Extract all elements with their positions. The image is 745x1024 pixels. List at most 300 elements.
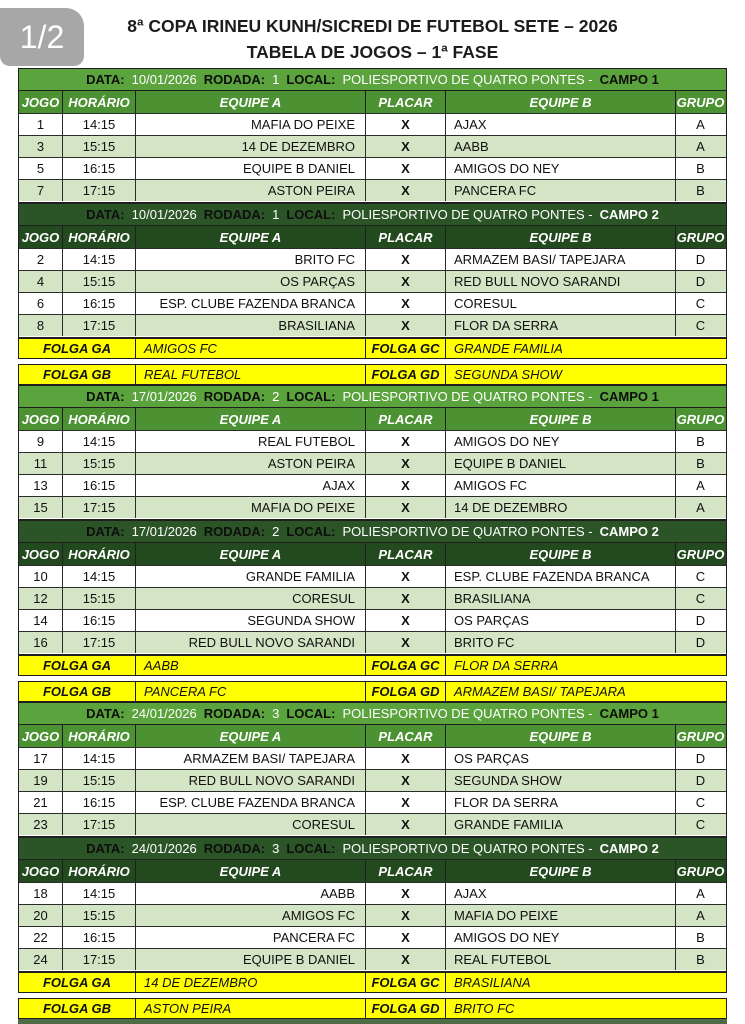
col-header-jogo: JOGO [21, 229, 60, 245]
folga-team-right: FLOR DA SERRA [445, 656, 725, 675]
game-row [19, 769, 726, 791]
column-header-row [19, 859, 726, 882]
game-time-cell: 14:15 [62, 249, 135, 270]
score-placeholder-cell: X [365, 949, 445, 970]
game-number-cell: 6 [36, 296, 45, 311]
folga-label-left: FOLGA GA [42, 975, 112, 990]
col-header-equipe-b: EQUIPE B [445, 725, 675, 747]
game-row [19, 609, 726, 631]
game-number-cell: 8 [36, 318, 45, 333]
group-cell: B [675, 158, 725, 179]
page-title: 8ª COPA IRINEU KUNH/SICREDI DE FUTEBOL SETE – 2026 [127, 16, 618, 36]
group-cell: A [675, 136, 725, 157]
local-value: POLIESPORTIVO DE QUATRO PONTES - [342, 72, 593, 87]
date-value: 17/01/2026 [131, 389, 197, 404]
team-b-cell: BRASILIANA [445, 588, 675, 609]
game-number-cell: 4 [36, 274, 45, 289]
rodada-label: RODADA: [203, 72, 266, 87]
col-header-jogo: JOGO [21, 411, 60, 427]
col-header-horario: HORÁRIO [62, 543, 135, 565]
section-header-row [19, 386, 726, 407]
team-b-cell: EQUIPE B DANIEL [445, 453, 675, 474]
game-number-cell: 5 [36, 161, 45, 176]
game-time-cell: 16:15 [62, 792, 135, 813]
team-b-cell: AMIGOS DO NEY [445, 927, 675, 948]
score-placeholder-cell: X [365, 748, 445, 769]
data-label: DATA: [86, 841, 125, 856]
team-a-cell: CORESUL [135, 588, 365, 609]
game-row [19, 452, 726, 474]
team-a-cell: AJAX [135, 475, 365, 496]
folga-team-left: 14 DE DEZEMBRO [135, 973, 365, 992]
folga-row [18, 998, 727, 1019]
games-list [19, 565, 726, 653]
team-b-cell: AABB [445, 136, 675, 157]
next-section-cutoff [18, 1019, 727, 1024]
col-header-placar: PLACAR [365, 543, 445, 565]
game-row [19, 496, 726, 518]
team-b-cell: FLOR DA SERRA [445, 792, 675, 813]
game-time-cell: 15:15 [62, 136, 135, 157]
score-placeholder-cell: X [365, 610, 445, 631]
team-a-cell: 14 DE DEZEMBRO [135, 136, 365, 157]
folga-team-left: AABB [135, 656, 365, 675]
local-value: POLIESPORTIVO DE QUATRO PONTES - [342, 207, 593, 222]
team-a-cell: MAFIA DO PEIXE [135, 497, 365, 518]
title-block [0, 0, 745, 64]
group-cell: B [675, 180, 725, 201]
group-cell: A [675, 883, 725, 904]
game-time-cell: 14:15 [62, 566, 135, 587]
col-header-jogo: JOGO [21, 728, 60, 744]
score-placeholder-cell: X [365, 632, 445, 653]
score-placeholder-cell: X [365, 566, 445, 587]
team-b-cell: AJAX [445, 883, 675, 904]
game-time-cell: 17:15 [62, 814, 135, 835]
rodada-value: 3 [272, 706, 280, 721]
schedule-section [18, 385, 727, 520]
section-header-row [19, 838, 726, 859]
game-number-cell: 19 [33, 773, 48, 788]
folga-label-left: FOLGA GB [42, 1001, 112, 1016]
team-b-cell: AJAX [445, 114, 675, 135]
group-cell: C [675, 814, 725, 835]
section-header-row [19, 204, 726, 225]
team-a-cell: GRANDE FAMILIA [135, 566, 365, 587]
folga-team-right: GRANDE FAMILIA [445, 339, 725, 358]
col-header-grupo: GRUPO [675, 408, 725, 430]
game-time-cell: 16:15 [62, 927, 135, 948]
column-header-row [19, 407, 726, 430]
team-a-cell: ASTON PEIRA [135, 180, 365, 201]
game-time-cell: 16:15 [62, 158, 135, 179]
team-a-cell: SEGUNDA SHOW [135, 610, 365, 631]
col-header-equipe-b: EQUIPE B [445, 543, 675, 565]
game-row [19, 904, 726, 926]
col-header-grupo: GRUPO [675, 543, 725, 565]
score-placeholder-cell: X [365, 136, 445, 157]
col-header-equipe-b: EQUIPE B [445, 91, 675, 113]
game-row [19, 948, 726, 970]
col-header-horario: HORÁRIO [62, 226, 135, 248]
team-a-cell: ESP. CLUBE FAZENDA BRANCA [135, 293, 365, 314]
team-a-cell: BRASILIANA [135, 315, 365, 336]
team-b-cell: RED BULL NOVO SARANDI [445, 271, 675, 292]
group-cell: C [675, 566, 725, 587]
col-header-placar: PLACAR [365, 725, 445, 747]
group-cell: D [675, 632, 725, 653]
col-header-grupo: GRUPO [675, 860, 725, 882]
game-row [19, 270, 726, 292]
team-a-cell: EQUIPE B DANIEL [135, 949, 365, 970]
date-value: 10/01/2026 [131, 207, 197, 222]
game-time-cell: 15:15 [62, 271, 135, 292]
score-placeholder-cell: X [365, 158, 445, 179]
game-row [19, 791, 726, 813]
date-value: 24/01/2026 [131, 706, 197, 721]
local-label: LOCAL: [286, 841, 336, 856]
col-header-horario: HORÁRIO [62, 860, 135, 882]
group-cell: C [675, 792, 725, 813]
rodada-value: 2 [272, 389, 280, 404]
team-b-cell: AMIGOS FC [445, 475, 675, 496]
group-cell: A [675, 114, 725, 135]
local-label: LOCAL: [286, 389, 336, 404]
rodada-label: RODADA: [203, 207, 266, 222]
game-number-cell: 17 [33, 751, 48, 766]
team-a-cell: PANCERA FC [135, 927, 365, 948]
col-header-grupo: GRUPO [675, 91, 725, 113]
campo-value: CAMPO 1 [599, 72, 659, 87]
score-placeholder-cell: X [365, 814, 445, 835]
folga-label-right: FOLGA GC [365, 973, 445, 992]
col-header-jogo: JOGO [21, 94, 60, 110]
folga-label-right: FOLGA GC [365, 339, 445, 358]
schedule-table [18, 68, 727, 1019]
team-a-cell: AMIGOS FC [135, 905, 365, 926]
local-label: LOCAL: [286, 207, 336, 222]
page-subtitle: TABELA DE JOGOS – 1ª FASE [246, 42, 499, 62]
col-header-equipe-a: EQUIPE A [135, 91, 365, 113]
col-header-equipe-b: EQUIPE B [445, 860, 675, 882]
game-time-cell: 17:15 [62, 949, 135, 970]
local-value: POLIESPORTIVO DE QUATRO PONTES - [342, 524, 593, 539]
folga-team-left: REAL FUTEBOL [135, 365, 365, 384]
games-list [19, 747, 726, 835]
score-placeholder-cell: X [365, 883, 445, 904]
folga-label-right: FOLGA GD [365, 682, 445, 701]
team-a-cell: OS PARÇAS [135, 271, 365, 292]
score-placeholder-cell: X [365, 792, 445, 813]
game-number-cell: 3 [36, 139, 45, 154]
page-number-badge: 1/2 [0, 8, 84, 66]
score-placeholder-cell: X [365, 431, 445, 452]
col-header-horario: HORÁRIO [62, 91, 135, 113]
folga-row [18, 338, 727, 359]
team-b-cell: 14 DE DEZEMBRO [445, 497, 675, 518]
score-placeholder-cell: X [365, 453, 445, 474]
team-a-cell: RED BULL NOVO SARANDI [135, 632, 365, 653]
group-cell: C [675, 315, 725, 336]
column-header-row [19, 542, 726, 565]
col-header-equipe-a: EQUIPE A [135, 226, 365, 248]
game-number-cell: 9 [36, 434, 45, 449]
game-number-cell: 22 [33, 930, 48, 945]
score-placeholder-cell: X [365, 315, 445, 336]
schedule-section [18, 203, 727, 338]
rodada-value: 1 [272, 72, 280, 87]
game-row [19, 747, 726, 769]
column-header-row [19, 225, 726, 248]
folga-row [18, 655, 727, 676]
game-number-cell: 20 [33, 908, 48, 923]
score-placeholder-cell: X [365, 293, 445, 314]
team-b-cell: OS PARÇAS [445, 610, 675, 631]
game-time-cell: 17:15 [62, 632, 135, 653]
group-cell: A [675, 497, 725, 518]
team-b-cell: GRANDE FAMILIA [445, 814, 675, 835]
col-header-equipe-b: EQUIPE B [445, 408, 675, 430]
game-number-cell: 7 [36, 183, 45, 198]
campo-value: CAMPO 1 [599, 389, 659, 404]
local-value: POLIESPORTIVO DE QUATRO PONTES - [342, 706, 593, 721]
group-cell: A [675, 475, 725, 496]
col-header-placar: PLACAR [365, 860, 445, 882]
team-a-cell: BRITO FC [135, 249, 365, 270]
game-time-cell: 15:15 [62, 588, 135, 609]
team-b-cell: AMIGOS DO NEY [445, 431, 675, 452]
group-cell: B [675, 927, 725, 948]
group-cell: D [675, 770, 725, 791]
game-row [19, 113, 726, 135]
folga-label-right: FOLGA GC [365, 656, 445, 675]
col-header-horario: HORÁRIO [62, 725, 135, 747]
data-label: DATA: [86, 524, 125, 539]
rodada-label: RODADA: [203, 841, 266, 856]
game-time-cell: 14:15 [62, 431, 135, 452]
games-list [19, 430, 726, 518]
col-header-jogo: JOGO [21, 546, 60, 562]
rodada-label: RODADA: [203, 389, 266, 404]
folga-label-left: FOLGA GB [42, 367, 112, 382]
local-label: LOCAL: [286, 706, 336, 721]
campo-value: CAMPO 2 [599, 841, 659, 856]
team-b-cell: ARMAZEM BASI/ TAPEJARA [445, 249, 675, 270]
games-list [19, 113, 726, 201]
team-b-cell: CORESUL [445, 293, 675, 314]
rodada-value: 1 [272, 207, 280, 222]
games-list [19, 882, 726, 970]
game-number-cell: 13 [33, 478, 48, 493]
local-value: POLIESPORTIVO DE QUATRO PONTES - [342, 841, 593, 856]
team-b-cell: FLOR DA SERRA [445, 315, 675, 336]
folga-block [18, 972, 727, 1019]
campo-value: CAMPO 2 [599, 524, 659, 539]
folga-row [18, 681, 727, 702]
score-placeholder-cell: X [365, 249, 445, 270]
folga-team-right: BRITO FC [445, 999, 725, 1018]
folga-block [18, 655, 727, 702]
folga-label-right: FOLGA GD [365, 365, 445, 384]
local-label: LOCAL: [286, 72, 336, 87]
game-time-cell: 17:15 [62, 315, 135, 336]
section-header-row [19, 703, 726, 724]
game-row [19, 565, 726, 587]
rodada-label: RODADA: [203, 524, 266, 539]
team-b-cell: MAFIA DO PEIXE [445, 905, 675, 926]
folga-team-right: BRASILIANA [445, 973, 725, 992]
game-row [19, 631, 726, 653]
group-cell: D [675, 249, 725, 270]
date-value: 17/01/2026 [131, 524, 197, 539]
game-row [19, 179, 726, 201]
folga-team-right: SEGUNDA SHOW [445, 365, 725, 384]
schedule-section [18, 68, 727, 203]
team-a-cell: REAL FUTEBOL [135, 431, 365, 452]
score-placeholder-cell: X [365, 927, 445, 948]
score-placeholder-cell: X [365, 475, 445, 496]
col-header-grupo: GRUPO [675, 725, 725, 747]
game-number-cell: 24 [33, 952, 48, 967]
game-number-cell: 10 [33, 569, 48, 584]
game-row [19, 135, 726, 157]
game-number-cell: 11 [33, 456, 48, 471]
game-row [19, 292, 726, 314]
team-a-cell: EQUIPE B DANIEL [135, 158, 365, 179]
col-header-placar: PLACAR [365, 226, 445, 248]
game-row [19, 248, 726, 270]
team-a-cell: ESP. CLUBE FAZENDA BRANCA [135, 792, 365, 813]
col-header-equipe-a: EQUIPE A [135, 860, 365, 882]
folga-block [18, 338, 727, 385]
team-b-cell: SEGUNDA SHOW [445, 770, 675, 791]
team-a-cell: RED BULL NOVO SARANDI [135, 770, 365, 791]
campo-value: CAMPO 1 [599, 706, 659, 721]
game-time-cell: 14:15 [62, 883, 135, 904]
campo-value: CAMPO 2 [599, 207, 659, 222]
score-placeholder-cell: X [365, 497, 445, 518]
group-cell: B [675, 431, 725, 452]
game-row [19, 157, 726, 179]
group-cell: A [675, 905, 725, 926]
col-header-equipe-a: EQUIPE A [135, 408, 365, 430]
folga-team-right: ARMAZEM BASI/ TAPEJARA [445, 682, 725, 701]
game-number-cell: 23 [33, 817, 48, 832]
game-row [19, 882, 726, 904]
folga-label-left: FOLGA GA [42, 341, 112, 356]
game-number-cell: 2 [36, 252, 45, 267]
schedule-section [18, 520, 727, 655]
team-b-cell: ESP. CLUBE FAZENDA BRANCA [445, 566, 675, 587]
col-header-grupo: GRUPO [675, 226, 725, 248]
data-label: DATA: [86, 207, 125, 222]
game-number-cell: 18 [33, 886, 48, 901]
folga-row [18, 364, 727, 385]
team-a-cell: CORESUL [135, 814, 365, 835]
col-header-equipe-a: EQUIPE A [135, 543, 365, 565]
game-number-cell: 12 [33, 591, 48, 606]
col-header-equipe-b: EQUIPE B [445, 226, 675, 248]
local-value: POLIESPORTIVO DE QUATRO PONTES - [342, 389, 593, 404]
date-value: 24/01/2026 [131, 841, 197, 856]
game-number-cell: 15 [33, 500, 48, 515]
group-cell: C [675, 293, 725, 314]
score-placeholder-cell: X [365, 905, 445, 926]
game-row [19, 314, 726, 336]
folga-team-left: AMIGOS FC [135, 339, 365, 358]
team-a-cell: ARMAZEM BASI/ TAPEJARA [135, 748, 365, 769]
score-placeholder-cell: X [365, 271, 445, 292]
date-value: 10/01/2026 [131, 72, 197, 87]
section-header-row [19, 69, 726, 90]
game-row [19, 587, 726, 609]
rodada-label: RODADA: [203, 706, 266, 721]
score-placeholder-cell: X [365, 114, 445, 135]
schedule-section [18, 702, 727, 837]
rodada-value: 3 [272, 841, 280, 856]
game-number-cell: 14 [33, 613, 48, 628]
col-header-placar: PLACAR [365, 408, 445, 430]
team-a-cell: AABB [135, 883, 365, 904]
game-time-cell: 15:15 [62, 453, 135, 474]
game-time-cell: 16:15 [62, 293, 135, 314]
folga-label-right: FOLGA GD [365, 999, 445, 1018]
folga-row [18, 972, 727, 993]
game-time-cell: 17:15 [62, 180, 135, 201]
schedule-section [18, 837, 727, 972]
col-header-placar: PLACAR [365, 91, 445, 113]
group-cell: B [675, 453, 725, 474]
group-cell: D [675, 748, 725, 769]
game-row [19, 926, 726, 948]
rodada-value: 2 [272, 524, 280, 539]
column-header-row [19, 90, 726, 113]
folga-label-left: FOLGA GB [42, 684, 112, 699]
col-header-horario: HORÁRIO [62, 408, 135, 430]
folga-team-left: PANCERA FC [135, 682, 365, 701]
team-b-cell: AMIGOS DO NEY [445, 158, 675, 179]
data-label: DATA: [86, 389, 125, 404]
game-time-cell: 17:15 [62, 497, 135, 518]
local-label: LOCAL: [286, 524, 336, 539]
game-number-cell: 1 [36, 117, 45, 132]
col-header-equipe-a: EQUIPE A [135, 725, 365, 747]
score-placeholder-cell: X [365, 180, 445, 201]
game-time-cell: 16:15 [62, 475, 135, 496]
group-cell: B [675, 949, 725, 970]
team-b-cell: PANCERA FC [445, 180, 675, 201]
section-header-row [19, 521, 726, 542]
team-b-cell: REAL FUTEBOL [445, 949, 675, 970]
folga-team-left: ASTON PEIRA [135, 999, 365, 1018]
game-number-cell: 16 [33, 635, 48, 650]
data-label: DATA: [86, 72, 125, 87]
game-time-cell: 15:15 [62, 770, 135, 791]
game-row [19, 430, 726, 452]
group-cell: D [675, 271, 725, 292]
data-label: DATA: [86, 706, 125, 721]
score-placeholder-cell: X [365, 770, 445, 791]
game-time-cell: 16:15 [62, 610, 135, 631]
team-b-cell: OS PARÇAS [445, 748, 675, 769]
game-row [19, 474, 726, 496]
group-cell: C [675, 588, 725, 609]
team-b-cell: BRITO FC [445, 632, 675, 653]
team-a-cell: ASTON PEIRA [135, 453, 365, 474]
group-cell: D [675, 610, 725, 631]
column-header-row [19, 724, 726, 747]
score-placeholder-cell: X [365, 588, 445, 609]
